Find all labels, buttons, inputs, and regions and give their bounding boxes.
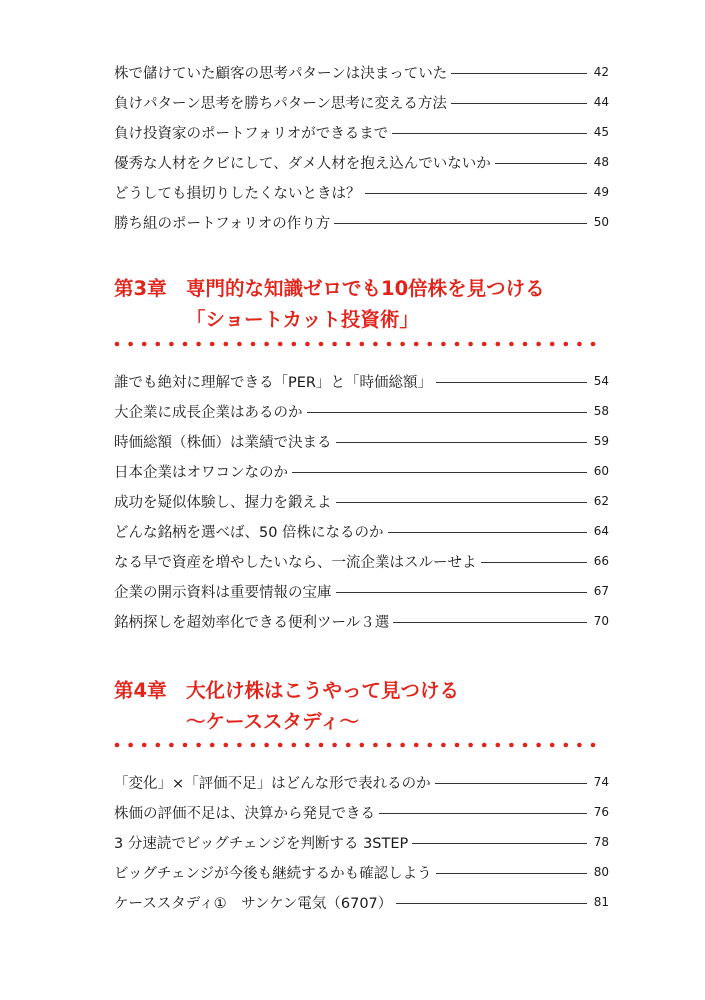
toc-leader-line — [436, 873, 587, 874]
toc-entry-title: 株で儲けていた顧客の思考パターンは決まっていた — [114, 65, 448, 82]
toc-leader-line — [336, 592, 588, 593]
toc-entry-page-number: 49 — [593, 185, 609, 199]
toc-entry — [114, 576, 609, 606]
toc-leader-line — [436, 382, 587, 383]
toc-entry — [114, 396, 609, 426]
toc-entry-title: どんな銘柄を選べば、50 倍株になるのか — [114, 524, 384, 541]
toc-entry-title: 企業の開示資料は重要情報の宝庫 — [114, 584, 332, 601]
toc-entry-page-number: 81 — [593, 895, 609, 909]
chapter-4-title-line1: 大化け株はこうやって見つける — [186, 679, 460, 702]
toc-entry-page-number: 54 — [593, 374, 609, 388]
toc-entry-page-number: 67 — [593, 584, 609, 598]
chapter-3-title-line2: 「ショートカット投資術」 — [186, 308, 419, 331]
chapter-4-dotted-rule — [114, 742, 609, 748]
toc-entry-title: 優秀な人材をクビにして、ダメ人材を抱え込んでいないか — [114, 155, 491, 172]
toc-entry-page-number: 70 — [593, 614, 609, 628]
toc-entry-page-number: 58 — [593, 404, 609, 418]
toc-entry-title: 負け投資家のポートフォリオができるまで — [114, 125, 389, 142]
toc-leader-line — [412, 843, 587, 844]
toc-entry-page-number: 60 — [593, 464, 609, 478]
toc-entry — [114, 117, 609, 147]
toc-entry — [114, 147, 609, 177]
chapter-4-label: 第4章 — [114, 679, 167, 702]
toc-entry-title: 勝ち組のポートフォリオの作り方 — [114, 215, 331, 232]
toc-leader-line — [336, 442, 588, 443]
toc-entry-title: 「変化」×「評価不足」はどんな形で表れるのか — [114, 775, 431, 792]
toc-entry — [114, 207, 609, 237]
toc-entry — [114, 767, 609, 797]
toc-entry — [114, 426, 609, 456]
toc-entry-title: ケーススタディ① サンケン電気（6707） — [114, 895, 393, 912]
toc-entry-page-number: 45 — [593, 125, 609, 139]
toc-leader-line — [365, 193, 588, 194]
toc-entry-page-number: 50 — [593, 215, 609, 229]
toc-leader-line — [435, 783, 587, 784]
chapter-4-title-line2: 〜ケーススタディ〜 — [186, 710, 359, 733]
toc-leader-line — [396, 903, 587, 904]
chapter-3-label: 第3章 — [114, 277, 167, 300]
toc-entry-page-number: 80 — [593, 865, 609, 879]
toc-entry-title: 誰でも絶対に理解できる「PER」と「時価総額」 — [114, 374, 432, 391]
toc-leader-line — [388, 532, 587, 533]
toc-leader-line — [336, 502, 588, 503]
toc-entry — [114, 887, 609, 917]
toc-entry — [114, 827, 609, 857]
toc-entry-page-number: 66 — [593, 554, 609, 568]
toc-leader-line — [451, 103, 587, 104]
chapter-4-heading — [114, 675, 459, 737]
chapter-3-dotted-rule — [114, 341, 609, 347]
toc-entry-title: ビッグチェンジが今後も継続するかも確認しよう — [114, 865, 432, 882]
toc-entry — [114, 366, 609, 396]
toc-list-top — [114, 57, 609, 237]
toc-leader-line — [292, 472, 587, 473]
toc-entry-page-number: 42 — [593, 65, 609, 79]
toc-entry — [114, 516, 609, 546]
toc-leader-line — [481, 562, 588, 563]
toc-entry-title: 時価総額（株価）は業績で決まる — [114, 434, 332, 451]
toc-entry-title: 成功を疑似体験し、握力を鍛えよ — [114, 494, 332, 511]
toc-entry-title: 負けパターン思考を勝ちパターン思考に変える方法 — [114, 95, 447, 112]
toc-entry-page-number: 78 — [593, 835, 609, 849]
toc-entry — [114, 606, 609, 636]
toc-entry-title: 3 分速読でビッグチェンジを判断する 3STEP — [114, 835, 409, 852]
chapter-3-title-line1: 専門的な知識ゼロでも10倍株を見つける — [186, 277, 545, 300]
toc-entry-page-number: 76 — [593, 805, 609, 819]
toc-entry — [114, 797, 609, 827]
toc-entry-title: どうしても損切りしたくないときは？ — [114, 185, 361, 202]
toc-entry-page-number: 62 — [593, 494, 609, 508]
toc-leader-line — [334, 223, 587, 224]
toc-list-chapter-4 — [114, 767, 609, 917]
toc-entry — [114, 546, 609, 576]
toc-entry-title: 銘柄探しを超効率化できる便利ツール３選 — [114, 614, 390, 631]
toc-entry-title: 大企業に成長企業はあるのか — [114, 404, 303, 421]
toc-list-chapter-3 — [114, 366, 609, 636]
toc-entry — [114, 857, 609, 887]
toc-entry — [114, 57, 609, 87]
toc-leader-line — [307, 412, 588, 413]
toc-entry-page-number: 64 — [593, 524, 609, 538]
toc-entry-title: 株価の評価不足は、決算から発見できる — [114, 805, 375, 822]
toc-entry — [114, 177, 609, 207]
toc-entry — [114, 87, 609, 117]
toc-leader-line — [392, 133, 587, 134]
toc-leader-line — [393, 622, 587, 623]
toc-entry-page-number: 74 — [593, 775, 609, 789]
chapter-3-heading — [114, 273, 545, 335]
toc-leader-line — [495, 163, 587, 164]
toc-entry-title: なる早で資産を増やしたいなら、一流企業はスルーせよ — [114, 554, 477, 571]
toc-entry-page-number: 59 — [593, 434, 609, 448]
toc-entry — [114, 456, 609, 486]
toc-entry-page-number: 48 — [593, 155, 609, 169]
toc-entry — [114, 486, 609, 516]
toc-entry-title: 日本企業はオワコンなのか — [114, 464, 288, 481]
toc-leader-line — [379, 813, 587, 814]
toc-entry-page-number: 44 — [593, 95, 609, 109]
toc-leader-line — [451, 73, 587, 74]
